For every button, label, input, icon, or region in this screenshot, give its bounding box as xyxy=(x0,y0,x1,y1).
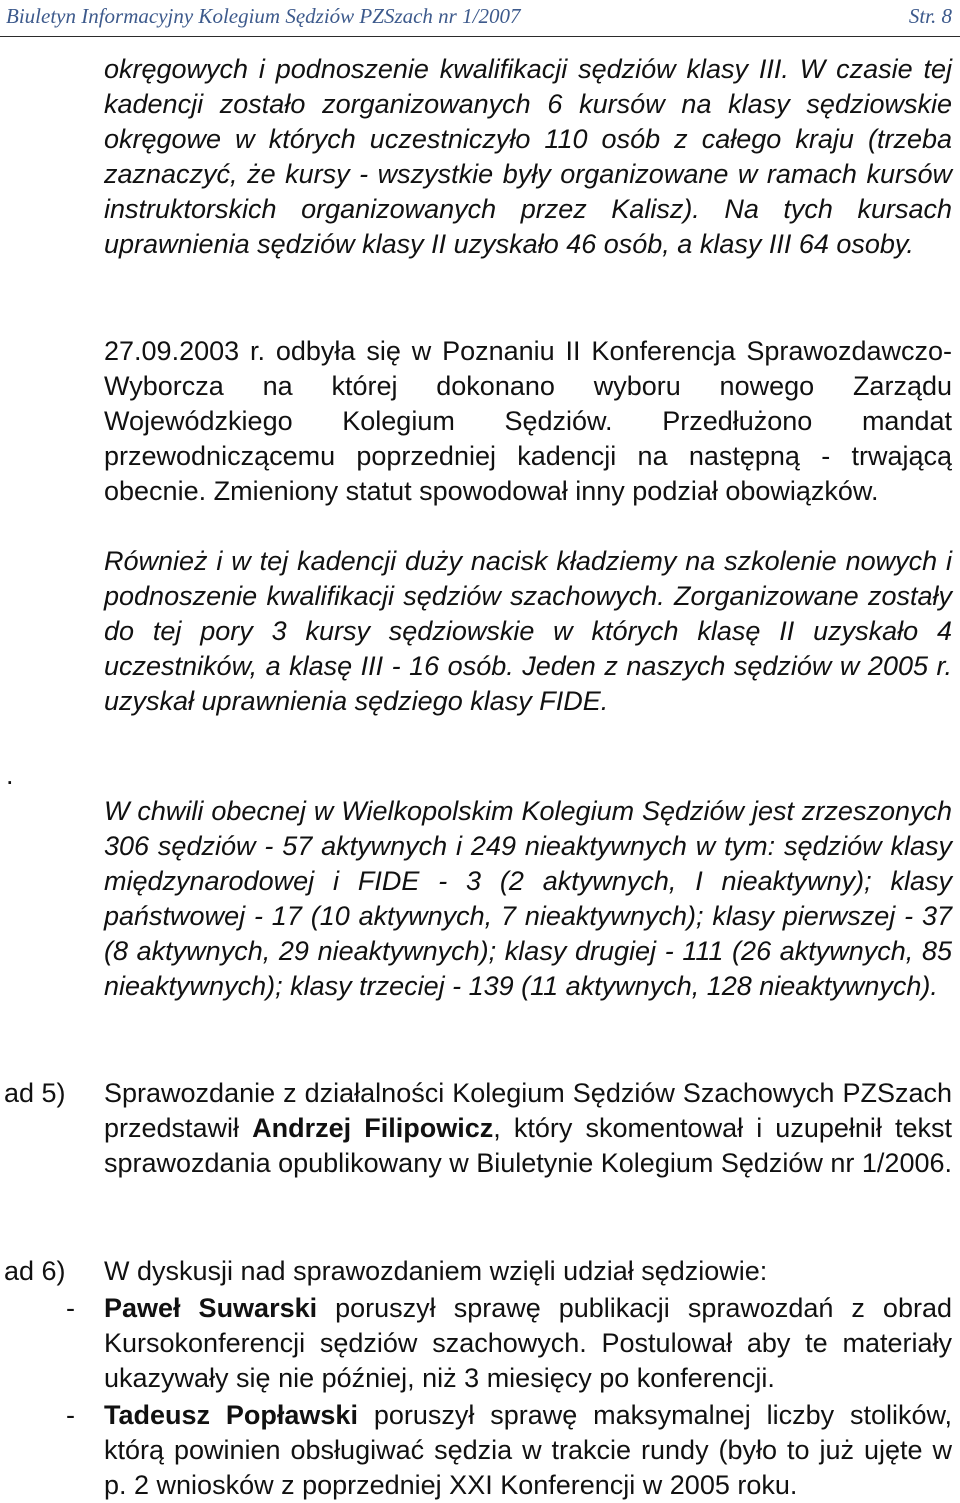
paragraph-courses: okręgowych i podnoszenie kwalifikacji sędziów klasy III. W czasie tej kadencji zostało zorganizowanych 6 kursów na klasy sędziowskie okręgowe w których uczestniczyło 110 osób z całego kraju (trzeba zaznaczyć, że kursy - wszystkie były organizowane w ramach kursów instruktorskich organizowanych przez Kalisz). Na tych kursach uprawnienia sędziów klasy II uzyskało 46 osób, a klasy III 64 osoby. xyxy=(104,54,952,259)
paragraph-ad5 xyxy=(104,1076,952,1181)
paragraph-statistics: W chwili obecnej w Wielkopolskim Kolegium Sędziów jest zrzeszonych 306 sędziów - 57 aktywnych i 249 nieaktywnych w tym: sędziów klasy międzynarodowej i FIDE - 3 (2 aktywnych, I nieaktywny); klasy państwowej - 17 (10 aktywnych, 7 nieaktywnych); klasy pierwszej - 37 (8 aktywnych, 29 nieaktywnych); klasy drugiej - 111 (26 aktywnych, 85 nieaktywnych); klasy trzeciej - 139 (11 aktywnych, 128 nieaktywnych). xyxy=(104,796,952,1001)
list-dash: - xyxy=(66,1293,75,1323)
item-label-ad5: ad 5) xyxy=(4,1078,66,1108)
paragraph-training: Również i w tej kadencji duży nacisk kładziemy na szkolenie nowych i podnoszenie kwalifikacji sędziów szachowych. Zorganizowane zostały do tej pory 3 kursy sędziowskie w których klasę II uzyskało 4 uczestników, a klasę III - 16 osób. Jeden z naszych sędziów w 2005 r. uzyskał uprawnienia sędziego klasy FIDE. xyxy=(104,546,952,716)
ad5-name: Andrzej Filipowicz xyxy=(252,1113,494,1143)
paragraph-conference: 27.09.2003 r. odbyła się w Poznaniu II Konferencja Sprawozdawczo-Wyborcza na której dokonano wyboru nowego Zarządu Wojewódzkiego Kolegium Sędziów. Przedłużono mandat przewodniczącemu poprzedniej kadencji na następną - trwającą obecnie. Zmieniony statut spowodował inny podział obowiązków. xyxy=(104,336,952,506)
list-item xyxy=(104,1398,952,1503)
ad6-intro: W dyskusji nad sprawozdaniem wzięli udział sędziowie: xyxy=(104,1256,768,1286)
list-item xyxy=(104,1291,952,1396)
ad5-text-before: Sprawozdanie z działalności Kolegium Sędziów Szachowych PZSzach przedstawił xyxy=(104,1078,952,1143)
speaker-text: poruszył sprawę maksymalnej liczby stolików, którą powinien obsługiwać sędzia w trakcie rundy (było to już ujęte w p. 2 wniosków z poprzedniej XXI Konferencji w 2005 roku. xyxy=(104,1400,952,1500)
list-dash: - xyxy=(66,1400,75,1430)
speaker-name: Paweł Suwarski xyxy=(104,1293,318,1323)
speaker-name: Tadeusz Popławski xyxy=(104,1400,358,1430)
speaker-text: poruszył sprawę publikacji sprawozdań z obrad Kursokonferencji sędziów szachowych. Postulował aby te materiały ukazywały się nie później, niż 3 miesięcy po konferencji. xyxy=(104,1293,952,1393)
page-number: Str. 8 xyxy=(908,4,952,28)
stray-dot: . xyxy=(6,760,14,790)
page-header xyxy=(0,0,960,38)
item-label-ad6: ad 6) xyxy=(4,1256,66,1286)
header-divider xyxy=(0,36,960,37)
ad5-text-after: , który skomentował i uzupełnił tekst sprawozdania opublikowany w Biuletynie Kolegium Sędziów nr 1/2006. xyxy=(104,1113,953,1178)
bulletin-title: Biuletyn Informacyjny Kolegium Sędziów PZSzach nr 1/2007 xyxy=(6,4,521,28)
